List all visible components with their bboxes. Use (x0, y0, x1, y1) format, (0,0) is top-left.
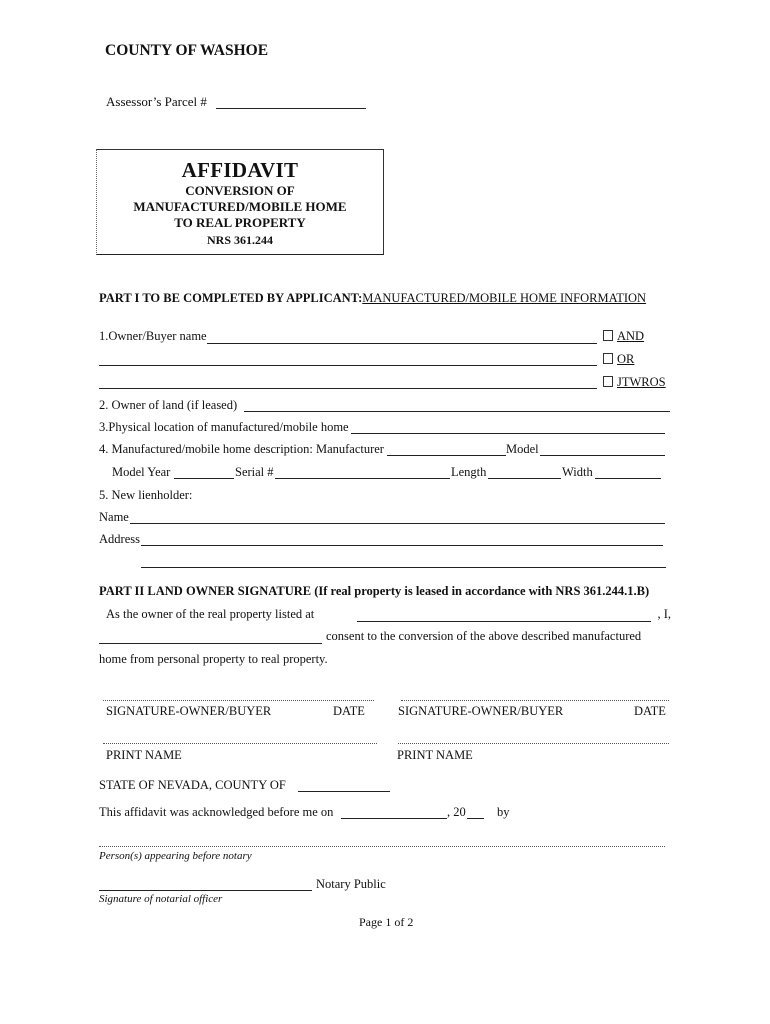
model-year-label: Model Year (112, 465, 171, 479)
print-name-label-right: PRINT NAME (397, 748, 473, 762)
state-county-label: STATE OF NEVADA, COUNTY OF (99, 778, 286, 792)
title-line-3: TO REAL PROPERTY (174, 215, 306, 230)
model-field[interactable] (540, 455, 665, 456)
persons-label: Person(s) appearing before notary (99, 850, 252, 862)
option-jtwros[interactable]: JTWROS (603, 375, 666, 390)
owner-buyer-label: 1.Owner/Buyer name (99, 329, 207, 343)
model-label: Model (506, 442, 539, 456)
part2-line-2: consent to the conversion of the above described manufactured (326, 629, 642, 643)
length-label: Length (451, 465, 487, 479)
width-field[interactable] (595, 478, 661, 479)
part2-line-3: home from personal property to real property. (99, 652, 328, 666)
serial-label: Serial # (235, 465, 274, 479)
date-label-left: DATE (333, 704, 365, 718)
owner-buyer-field-3[interactable] (99, 388, 597, 389)
lienholder-address-label: Address (99, 532, 140, 546)
year-prefix: , 20 (447, 805, 466, 819)
affidavit-title: AFFIDAVIT (181, 158, 299, 182)
page-number: Page 1 of 2 (359, 915, 414, 929)
print-name-line-left[interactable] (103, 743, 377, 744)
location-field[interactable] (351, 433, 665, 434)
by-label: by (497, 805, 510, 819)
part2-heading: PART II LAND OWNER SIGNATURE (If real property is leased in accordance with NRS 361.244.1.B) (99, 584, 650, 598)
option-or[interactable]: OR (603, 352, 634, 367)
year-field[interactable] (467, 818, 484, 819)
print-name-label-left: PRINT NAME (106, 748, 182, 762)
lienholder-address-field-2[interactable] (141, 567, 666, 568)
signature-line-left[interactable] (103, 700, 374, 701)
width-label: Width (562, 465, 593, 479)
statute-reference: NRS 361.244 (206, 233, 273, 247)
jtwros-checkbox[interactable] (603, 376, 613, 387)
signature-label-right: SIGNATURE-OWNER/BUYER (398, 704, 564, 718)
location-label: 3.Physical location of manufactured/mobile home (99, 420, 349, 434)
parcel-number-field[interactable] (216, 108, 366, 109)
date-label-right: DATE (634, 704, 666, 718)
owner-name-field[interactable] (99, 643, 322, 644)
and-checkbox[interactable] (603, 330, 613, 341)
lienholder-name-label: Name (99, 510, 129, 524)
serial-field[interactable] (275, 478, 450, 479)
owner-buyer-field-1[interactable] (207, 343, 597, 344)
length-field[interactable] (488, 478, 561, 479)
print-name-line-right[interactable] (398, 743, 669, 744)
property-address-field[interactable] (357, 621, 651, 622)
manufacturer-field[interactable] (387, 455, 506, 456)
description-label: 4. Manufactured/mobile home description: Manufacturer (99, 442, 384, 456)
owner-buyer-field-2[interactable] (99, 365, 597, 366)
option-and[interactable]: AND (603, 329, 644, 344)
signature-label-left: SIGNATURE-OWNER/BUYER (106, 704, 272, 718)
title-line-1: CONVERSION OF (185, 183, 295, 198)
notary-county-field[interactable] (298, 791, 390, 792)
model-year-field[interactable] (174, 478, 234, 479)
parcel-label: Assessor’s Parcel # (106, 94, 207, 109)
lienholder-address-field-1[interactable] (141, 545, 663, 546)
land-owner-label: 2. Owner of land (if leased) (99, 398, 238, 412)
signature-line-right[interactable] (401, 700, 669, 701)
county-title: COUNTY OF WASHOE (105, 42, 269, 59)
acknowledged-date-field[interactable] (341, 818, 447, 819)
acknowledged-label: This affidavit was acknowledged before me on (99, 805, 334, 819)
or-checkbox[interactable] (603, 353, 613, 364)
land-owner-field[interactable] (244, 411, 670, 412)
notary-public-label: Notary Public (316, 877, 386, 891)
notarial-signature-label: Signature of notarial officer (99, 893, 223, 905)
lienholder-label: 5. New lienholder: (99, 488, 193, 502)
persons-line[interactable] (99, 846, 665, 847)
part1-heading: PART I TO BE COMPLETED BY APPLICANT:MANUFACTURED/MOBILE HOME INFORMATION (99, 291, 647, 305)
title-line-2: MANUFACTURED/MOBILE HOME (133, 199, 347, 214)
title-box (96, 149, 384, 255)
notary-signature-field[interactable] (99, 890, 312, 891)
lienholder-name-field[interactable] (130, 523, 665, 524)
